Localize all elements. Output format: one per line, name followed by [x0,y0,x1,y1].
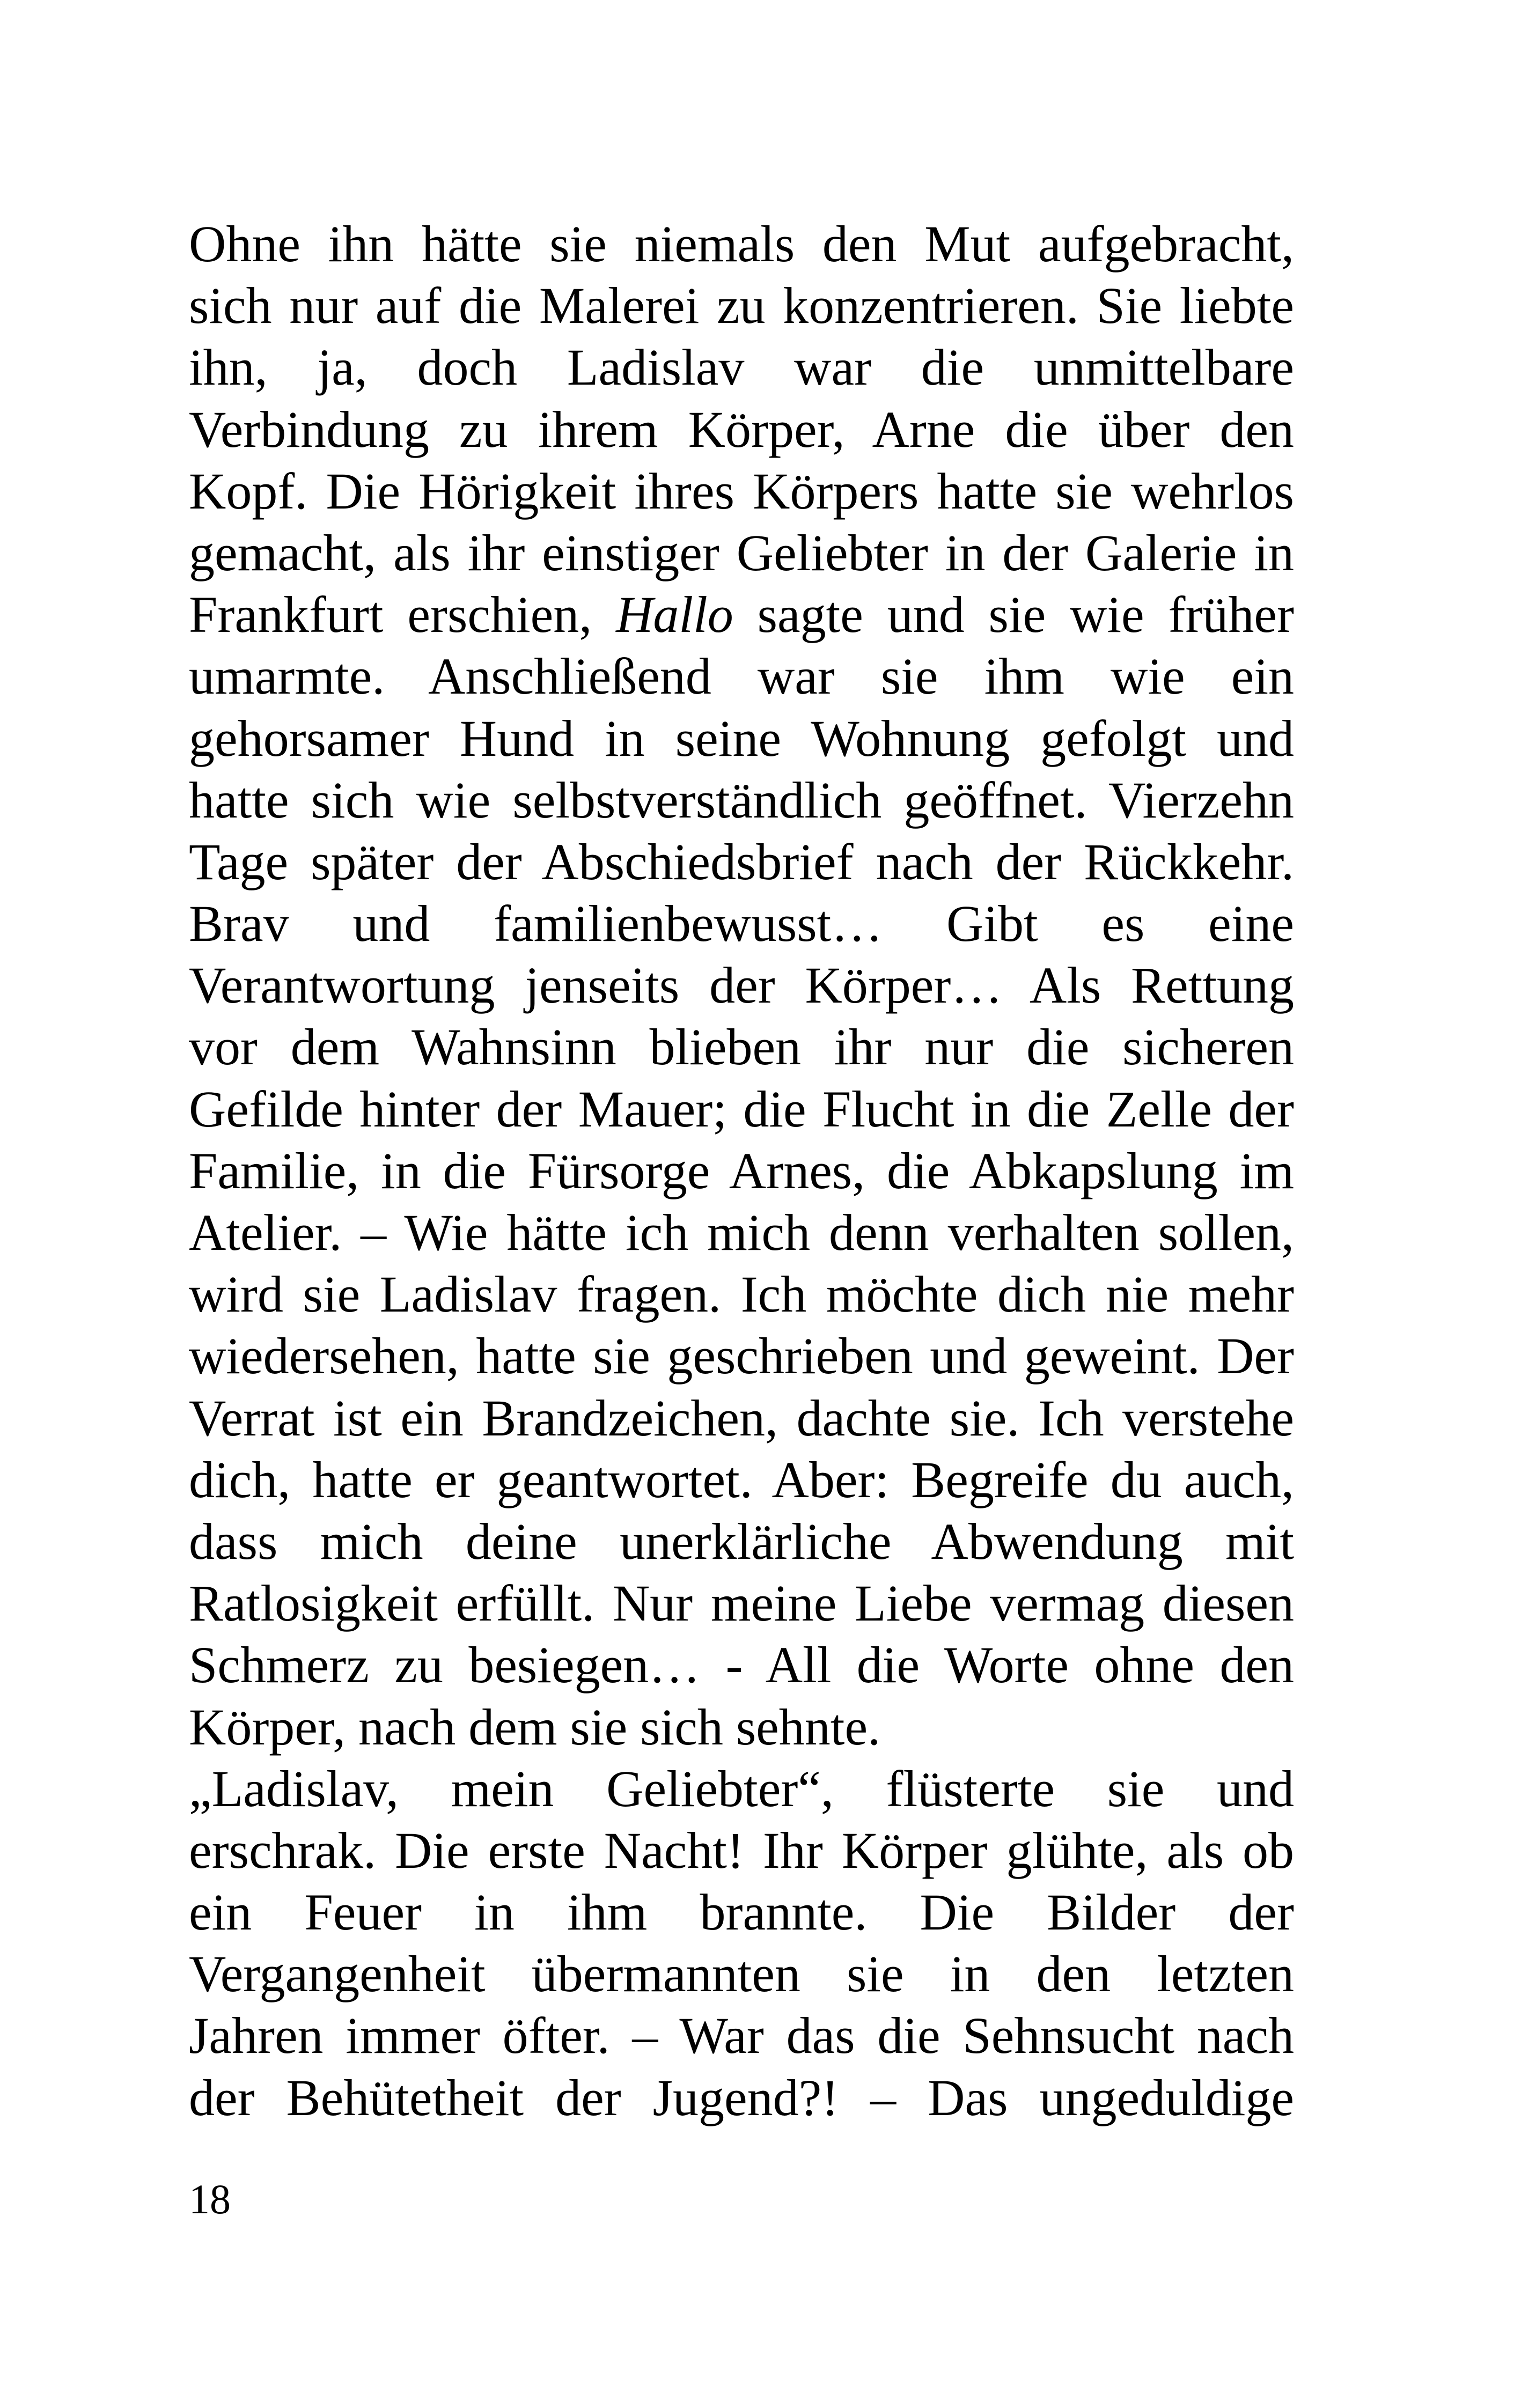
text-line: Frankfurt erschien, Hallo sagte und sie wie früher [189,586,1294,644]
text-line: sich nur auf die Malerei zu konzentrieren. Sie liebte [189,277,1294,335]
text-line: dich, hatte er geantwortet. Aber: Begreife du auch, [189,1450,1294,1508]
text-line: wiedersehen, hatte sie geschrieben und geweint. Der [189,1327,1294,1385]
body-text [189,213,1294,2129]
text-line: ihn, ja, doch Ladislav war die unmittelbare [189,338,1294,396]
text-line: vor dem Wahnsinn blieben ihr nur die sicheren [189,1018,1294,1076]
text-line: Körper, nach dem sie sich sehnte. [189,1698,881,1756]
text-line: Familie, in die Fürsorge Arnes, die Abkapslung im [189,1142,1294,1199]
text-line: Schmerz zu besiegen… - All die Worte ohne den [189,1636,1294,1694]
text-line: Vergangenheit übermannten sie in den letzten [189,1945,1294,2003]
text-line: Brav und familienbewusst… Gibt es eine [189,895,1294,953]
text-line: Gefilde hinter der Mauer; die Flucht in die Zelle der [189,1080,1294,1138]
text-line: Ohne ihn hätte sie niemals den Mut aufgebracht, [189,215,1294,273]
text-line: Jahren immer öfter. – War das die Sehnsucht nach [189,2007,1294,2065]
italic-word: Hallo [616,586,733,644]
text-line: „Ladislav, mein Geliebter“, flüsterte sie und [189,1759,1294,1817]
text-line: Tage später der Abschiedsbrief nach der Rückkehr. [189,833,1294,890]
text-line: gemacht, als ihr einstiger Geliebter in der Galerie in [189,524,1294,581]
text-line: ein Feuer in ihm brannte. Die Bilder der [189,1883,1294,1941]
text-line: gehorsamer Hund in seine Wohnung gefolgt und [189,709,1294,767]
page-number: 18 [189,2176,231,2222]
text-line: wird sie Ladislav fragen. Ich möchte dich nie mehr [189,1265,1294,1323]
text-line: Kopf. Die Hörigkeit ihres Körpers hatte sie wehrlos [189,462,1294,520]
text-line: Verbindung zu ihrem Körper, Arne die über den [189,400,1294,458]
text-line: hatte sich wie selbstverständlich geöffnet. Vierzehn [189,771,1294,829]
text-line: umarmte. Anschließend war sie ihm wie ein [189,647,1294,705]
text-line: dass mich deine unerklärliche Abwendung mit [189,1512,1294,1570]
text-line: der Behütetheit der Jugend?! – Das ungeduldige [189,2068,1294,2126]
text-line: Atelier. – Wie hätte ich mich denn verhalten sollen, [189,1204,1294,1261]
text-line: Verrat ist ein Brandzeichen, dachte sie. Ich verstehe [189,1389,1294,1447]
text-line: Ratlosigkeit erfüllt. Nur meine Liebe vermag diesen [189,1574,1294,1632]
text-line: Verantwortung jenseits der Körper… Als Rettung [189,956,1294,1014]
text-line: erschrak. Die erste Nacht! Ihr Körper glühte, als ob [189,1821,1294,1879]
